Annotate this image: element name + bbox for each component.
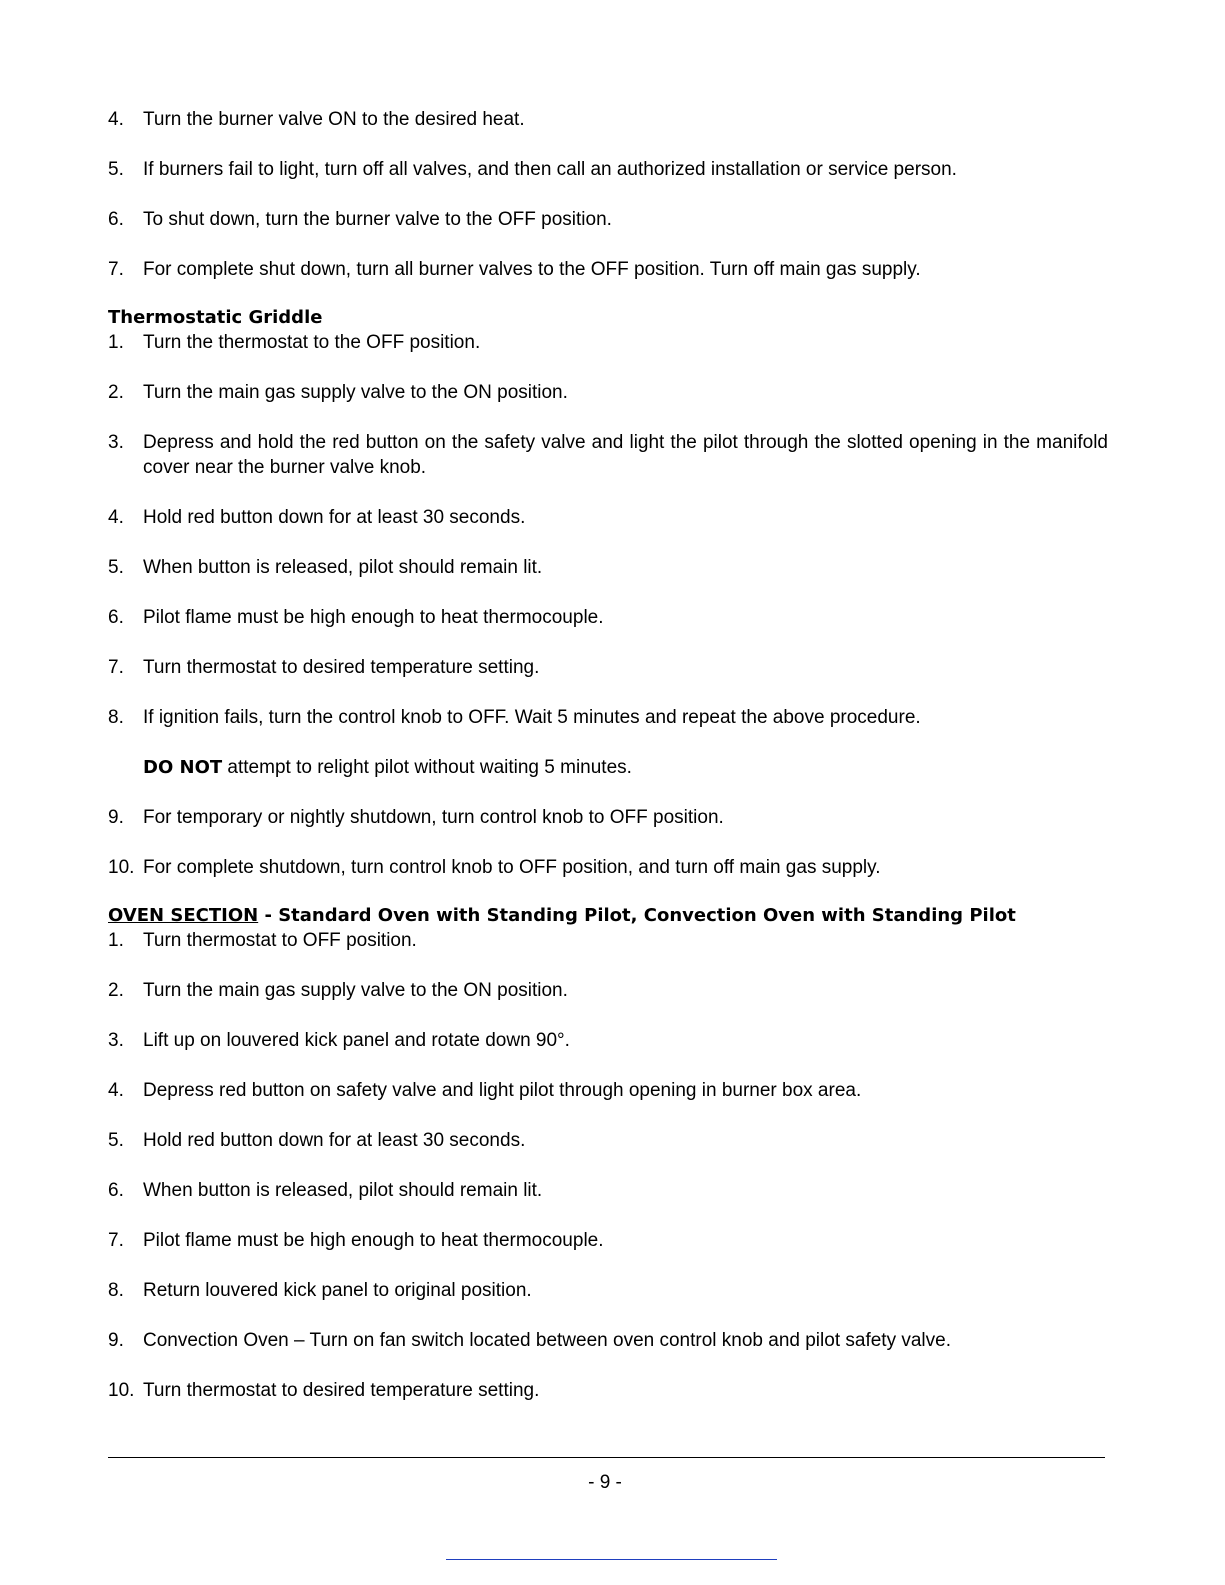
oven-heading-rest: - Standard Oven with Standing Pilot, Convection Oven with Standing Pilot xyxy=(258,905,1016,926)
item-text: Return louvered kick panel to original position. xyxy=(143,1280,532,1301)
list-item xyxy=(108,1178,1108,1203)
list-item xyxy=(108,330,1108,355)
warning-note xyxy=(108,755,1108,780)
item-number: 10. xyxy=(108,1380,135,1401)
list-item xyxy=(108,257,1108,282)
item-number: 6. xyxy=(108,209,124,230)
list-item xyxy=(108,928,1108,953)
item-text: Convection Oven – Turn on fan switch located between oven control knob and pilot safety valve. xyxy=(143,1330,951,1351)
list-item xyxy=(108,1228,1108,1253)
item-number: 6. xyxy=(108,1180,124,1201)
list-item xyxy=(108,978,1108,1003)
item-text: Depress red button on safety valve and light pilot through opening in burner box area. xyxy=(143,1080,862,1101)
item-number: 1. xyxy=(108,930,124,951)
item-text: Turn the thermostat to the OFF position. xyxy=(143,332,481,353)
item-text: Turn the main gas supply valve to the ON position. xyxy=(143,382,568,403)
item-number: 9. xyxy=(108,807,124,828)
item-text: Turn thermostat to desired temperature setting. xyxy=(143,1380,540,1401)
item-text: For complete shut down, turn all burner valves to the OFF position. Turn off main gas supply. xyxy=(143,259,921,280)
item-number: 5. xyxy=(108,159,124,180)
item-text: When button is released, pilot should remain lit. xyxy=(143,557,543,578)
list-item xyxy=(108,855,1108,880)
item-number: 5. xyxy=(108,1130,124,1151)
page-number: - 9 - xyxy=(588,1472,622,1493)
item-number: 1. xyxy=(108,332,124,353)
list-item xyxy=(108,1278,1108,1303)
item-number: 4. xyxy=(108,109,124,130)
item-number: 10. xyxy=(108,857,135,878)
footer-divider xyxy=(108,1457,1105,1458)
item-text: When button is released, pilot should remain lit. xyxy=(143,1180,543,1201)
list-item xyxy=(108,805,1108,830)
list-item xyxy=(108,1128,1108,1153)
item-number: 8. xyxy=(108,1280,124,1301)
list-item xyxy=(108,505,1108,530)
list-item xyxy=(108,1028,1108,1053)
list-item xyxy=(108,430,1108,480)
oven-heading-underlined: OVEN SECTION xyxy=(108,905,259,926)
list-item xyxy=(108,1328,1108,1353)
list-item xyxy=(108,705,1108,730)
item-text: To shut down, turn the burner valve to the OFF position. xyxy=(143,209,612,230)
item-number: 2. xyxy=(108,980,124,1001)
list-item xyxy=(108,380,1108,405)
list-item xyxy=(108,207,1108,232)
item-number: 6. xyxy=(108,607,124,628)
item-text: For complete shutdown, turn control knob to OFF position, and turn off main gas supply. xyxy=(143,857,881,878)
item-text: If ignition fails, turn the control knob to OFF. Wait 5 minutes and repeat the above procedure. xyxy=(143,707,921,728)
item-text: Hold red button down for at least 30 seconds. xyxy=(143,507,526,528)
item-text: Lift up on louvered kick panel and rotate down 90°. xyxy=(143,1030,570,1051)
warning-emphasis: DO NOT xyxy=(143,757,223,778)
item-number: 7. xyxy=(108,1230,124,1251)
item-number: 7. xyxy=(108,657,124,678)
item-text: Pilot flame must be high enough to heat thermocouple. xyxy=(143,607,604,628)
list-item xyxy=(108,1378,1108,1403)
item-text: For temporary or nightly shutdown, turn control knob to OFF position. xyxy=(143,807,724,828)
list-item xyxy=(108,605,1108,630)
item-text: Pilot flame must be high enough to heat thermocouple. xyxy=(143,1230,604,1251)
item-number: 9. xyxy=(108,1330,124,1351)
list-item xyxy=(108,107,1108,132)
griddle-heading: Thermostatic Griddle xyxy=(108,307,323,328)
item-text: Depress and hold the red button on the safety valve and light the pilot through the slotted opening in the manifold cover near the burner valve knob. xyxy=(143,432,1108,478)
item-text: Turn thermostat to desired temperature setting. xyxy=(143,657,540,678)
item-text: Turn the burner valve ON to the desired heat. xyxy=(143,109,525,130)
item-number: 2. xyxy=(108,382,124,403)
list-item xyxy=(108,1078,1108,1103)
list-item xyxy=(108,157,1108,182)
item-number: 5. xyxy=(108,557,124,578)
item-number: 8. xyxy=(108,707,124,728)
item-text: If burners fail to light, turn off all valves, and then call an authorized installation or service person. xyxy=(143,159,957,180)
page-body xyxy=(108,107,1108,1428)
bottom-link-underline xyxy=(446,1559,777,1560)
warning-text: attempt to relight pilot without waiting 5 minutes. xyxy=(222,757,632,778)
item-number: 4. xyxy=(108,507,124,528)
oven-heading xyxy=(108,904,1108,928)
item-text: Turn the main gas supply valve to the ON position. xyxy=(143,980,568,1001)
item-text: Hold red button down for at least 30 seconds. xyxy=(143,1130,526,1151)
list-item xyxy=(108,655,1108,680)
item-number: 7. xyxy=(108,259,124,280)
item-number: 3. xyxy=(108,432,124,453)
item-number: 3. xyxy=(108,1030,124,1051)
item-number: 4. xyxy=(108,1080,124,1101)
item-text: Turn thermostat to OFF position. xyxy=(143,930,417,951)
list-item xyxy=(108,555,1108,580)
